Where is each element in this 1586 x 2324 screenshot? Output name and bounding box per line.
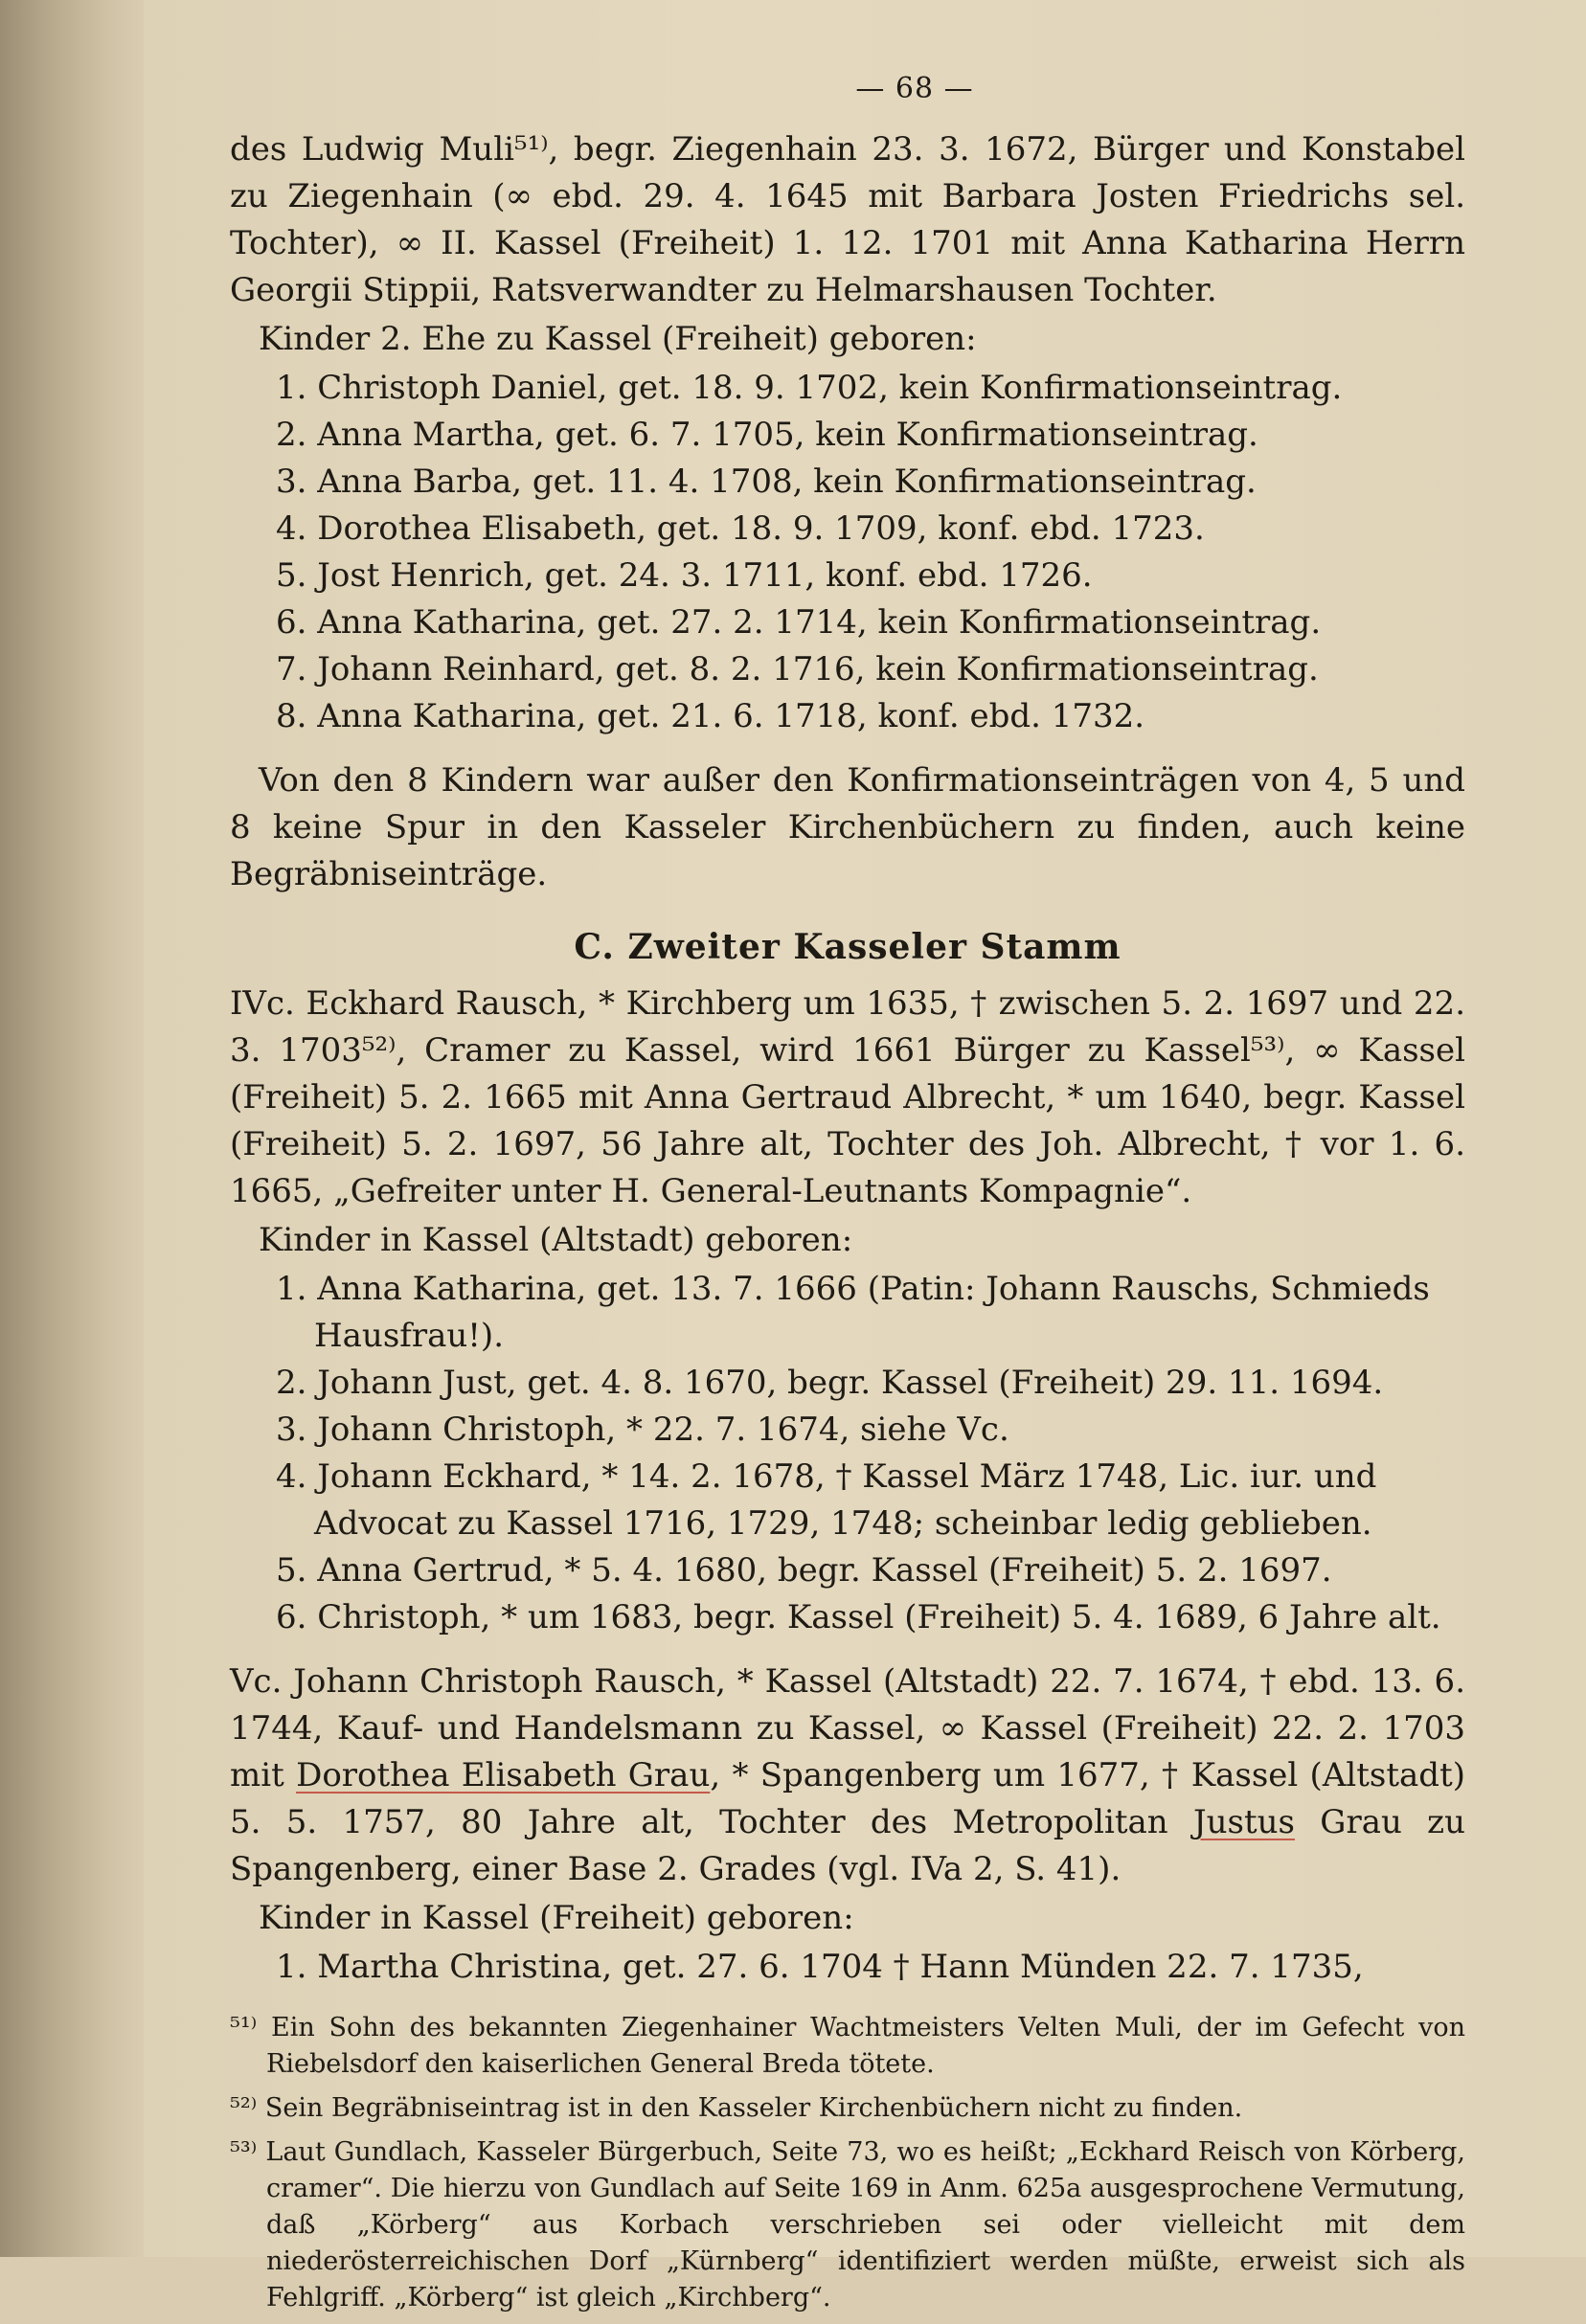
vc-underlined-name: Dorothea Elisabeth Grau [296, 1756, 711, 1794]
children-heading-2: Kinder in Kassel (Altstadt) geboren: [259, 1221, 853, 1259]
list-item: 3. Johann Christoph, * 22. 7. 1674, siehe Vc. [276, 1410, 1009, 1449]
children-heading-1: Kinder 2. Ehe zu Kassel (Freiheit) geboren: [259, 320, 977, 358]
children-heading-3: Kinder in Kassel (Freiheit) geboren: [259, 1899, 854, 1937]
remark-paragraph: Von den 8 Kindern war außer den Konfirmationseinträgen von 4, 5 und 8 keine Spur in den Kasseler Kirchenbüchern zu finden, auch keine Begräbniseinträge. [230, 761, 1465, 893]
children-list-3 [230, 1944, 1465, 1991]
vc-text-part3: Grau zu Spangenberg, einer Base 2. Grades (vgl. IVa 2, S. 41). [230, 1803, 1465, 1888]
section-title: C. Zweiter Kasseler Stamm [574, 927, 1122, 967]
list-item: 8. Anna Katharina, get. 21. 6. 1718, konf. ebd. 1732. [276, 697, 1145, 735]
footnote-51: ⁵¹⁾ Ein Sohn des bekannten Ziegenhainer Wachtmeisters Velten Muli, der im Gefecht von Riebelsdorf den kaiserlichen General Breda tötete. [230, 2013, 1465, 2079]
list-item: 3. Anna Barba, get. 11. 4. 1708, kein Konfirmationseintrag. [276, 463, 1257, 501]
vc-text-part1: Vc. Johann Christoph Rausch, * Kassel (Altstadt) 22. 7. 1674, † ebd. 13. 6. 1744, Kauf- und Handelsmann zu Kassel, ∞ Kassel (Freiheit) 22. 2. 1703 mit [230, 1662, 1465, 1794]
ivc-paragraph: IVc. Eckhard Rausch, * Kirchberg um 1635, † zwischen 5. 2. 1697 und 22. 3. 1703⁵²⁾, Cramer zu Kassel, wird 1661 Bürger zu Kassel⁵³⁾, ∞ Kassel (Freiheit) 5. 2. 1665 mit Anna Gertraud Albrecht, * um 1640, begr. Kassel (Freiheit) 5. 2. 1697, 56 Jahre alt, Tochter des Joh. Albrecht, † vor 1. 6. 1665, „Gefreiter unter H. General-Leutnants Kompagnie“. [230, 984, 1465, 1210]
list-item: 1. Martha Christina, get. 27. 6. 1704 † Hann Münden 22. 7. 1735, [276, 1948, 1364, 1986]
list-item: 7. Johann Reinhard, get. 8. 2. 1716, kein Konfirmationseintrag. [276, 650, 1319, 688]
vc-text-part2: , * Spangenberg um 1677, † Kassel (Altstadt) 5. 5. 1757, 80 Jahre alt, Tochter des Metropolitan [230, 1756, 1465, 1841]
page-number: — 68 — [855, 72, 974, 105]
footnotes [230, 2010, 1465, 2316]
list-item: 2. Johann Just, get. 4. 8. 1670, begr. Kassel (Freiheit) 29. 11. 1694. [276, 1364, 1384, 1402]
children-list-1 [230, 365, 1465, 740]
list-item: 6. Christoph, * um 1683, begr. Kassel (Freiheit) 5. 4. 1689, 6 Jahre alt. [276, 1598, 1441, 1636]
list-item: 4. Johann Eckhard, * 14. 2. 1678, † Kassel März 1748, Lic. iur. und Advocat zu Kassel 1716, 1729, 1748; scheinbar ledig geblieben. [276, 1457, 1377, 1543]
list-item: 5. Jost Henrich, get. 24. 3. 1711, konf. ebd. 1726. [276, 556, 1093, 595]
list-item: 1. Anna Katharina, get. 13. 7. 1666 (Patin: Johann Rauschs, Schmieds Hausfrau!). [276, 1270, 1430, 1355]
children-list-2 [230, 1266, 1465, 1641]
list-item: 6. Anna Katharina, get. 27. 2. 1714, kein Konfirmationseintrag. [276, 603, 1322, 642]
vc-paragraph [230, 1658, 1465, 1893]
footnote-52: ⁵²⁾ Sein Begräbniseintrag ist in den Kasseler Kirchenbüchern nicht zu finden. [230, 2093, 1243, 2123]
footnote-53: ⁵³⁾ Laut Gundlach, Kasseler Bürgerbuch, Seite 73, wo es heißt; „Eckhard Reisch von Körberg, cramer“. Die hierzu von Gundlach auf Seite 169 in Anm. 625a ausgesprochene Vermutung, daß „Körberg“ aus Korbach verschrieben sei oder vielleicht mit dem niederösterreichischen Dorf „Kürnberg“ identifiziert werden müßte, erweist sich als Fehlgriff. „Körberg“ ist gleich „Kirchberg“. [230, 2137, 1465, 2313]
list-item: 1. Christoph Daniel, get. 18. 9. 1702, kein Konfirmationseintrag. [276, 369, 1343, 407]
list-item: 5. Anna Gertrud, * 5. 4. 1680, begr. Kassel (Freiheit) 5. 2. 1697. [276, 1551, 1332, 1590]
book-page [144, 0, 1586, 2313]
facing-page-gutter [0, 0, 144, 2257]
vc-underlined-forename: Justus [1193, 1803, 1295, 1841]
list-item: 4. Dorothea Elisabeth, get. 18. 9. 1709, konf. ebd. 1723. [276, 509, 1205, 548]
page-content [230, 72, 1465, 2324]
opening-paragraph: des Ludwig Muli⁵¹⁾, begr. Ziegenhain 23. 3. 1672, Bürger und Konstabel zu Ziegenhain (∞ ebd. 29. 4. 1645 mit Barbara Josten Friedrichs sel. Tochter), ∞ II. Kassel (Freiheit) 1. 12. 1701 mit Anna Katharina Herrn Georgii Stippii, Ratsverwandter zu Helmarshausen Tochter. [230, 130, 1465, 309]
list-item: 2. Anna Martha, get. 6. 7. 1705, kein Konfirmationseintrag. [276, 416, 1258, 454]
